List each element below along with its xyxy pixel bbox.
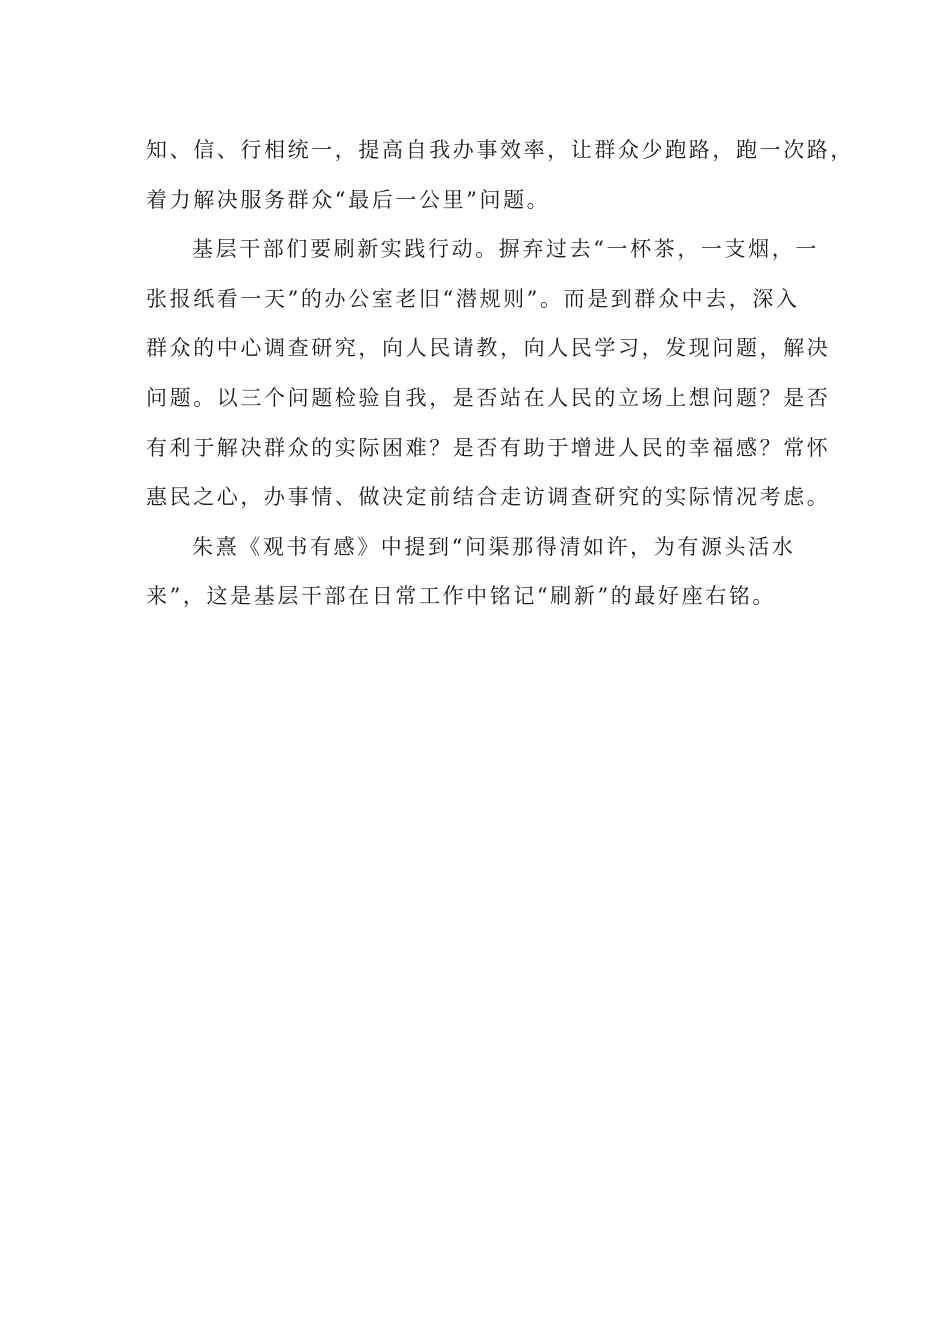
paragraph-2 <box>146 225 831 523</box>
text-line: 张报纸看一天”的办公室老旧“潜规则”。而是到群众中去，深入 <box>146 286 800 311</box>
paragraph-3 <box>146 523 806 622</box>
document-body <box>146 126 854 622</box>
text-line: 有利于解决群众的实际困难？是否有助于增进人民的幸福感？常怀 <box>146 435 831 460</box>
text-line: 基层干部们要刷新实践行动。摒弃过去“一杯茶，一支烟，一 <box>192 237 819 262</box>
text-line: 知、信、行相统一，提高自我办事效率，让群众少跑路，跑一次路， <box>146 138 854 162</box>
text-line: 问题。以三个问题检验自我，是否站在人民的立场上想问题？是否 <box>146 385 831 410</box>
text-line: 惠民之心，办事情、做决定前结合走访调查研究的实际情况考虑。 <box>146 485 831 510</box>
text-line: 着力解决服务群众“最后一公里”问题。 <box>146 187 551 212</box>
text-line: 来”，这是基层干部在日常工作中铭记“刷新”的最好座右铭。 <box>146 584 777 609</box>
text-line: 群众的中心调查研究，向人民请教，向人民学习，发现问题，解决 <box>146 336 831 361</box>
text-line: 朱熹《观书有感》中提到“问渠那得清如许，为有源头活水 <box>192 534 796 559</box>
paragraph-1 <box>146 126 854 225</box>
